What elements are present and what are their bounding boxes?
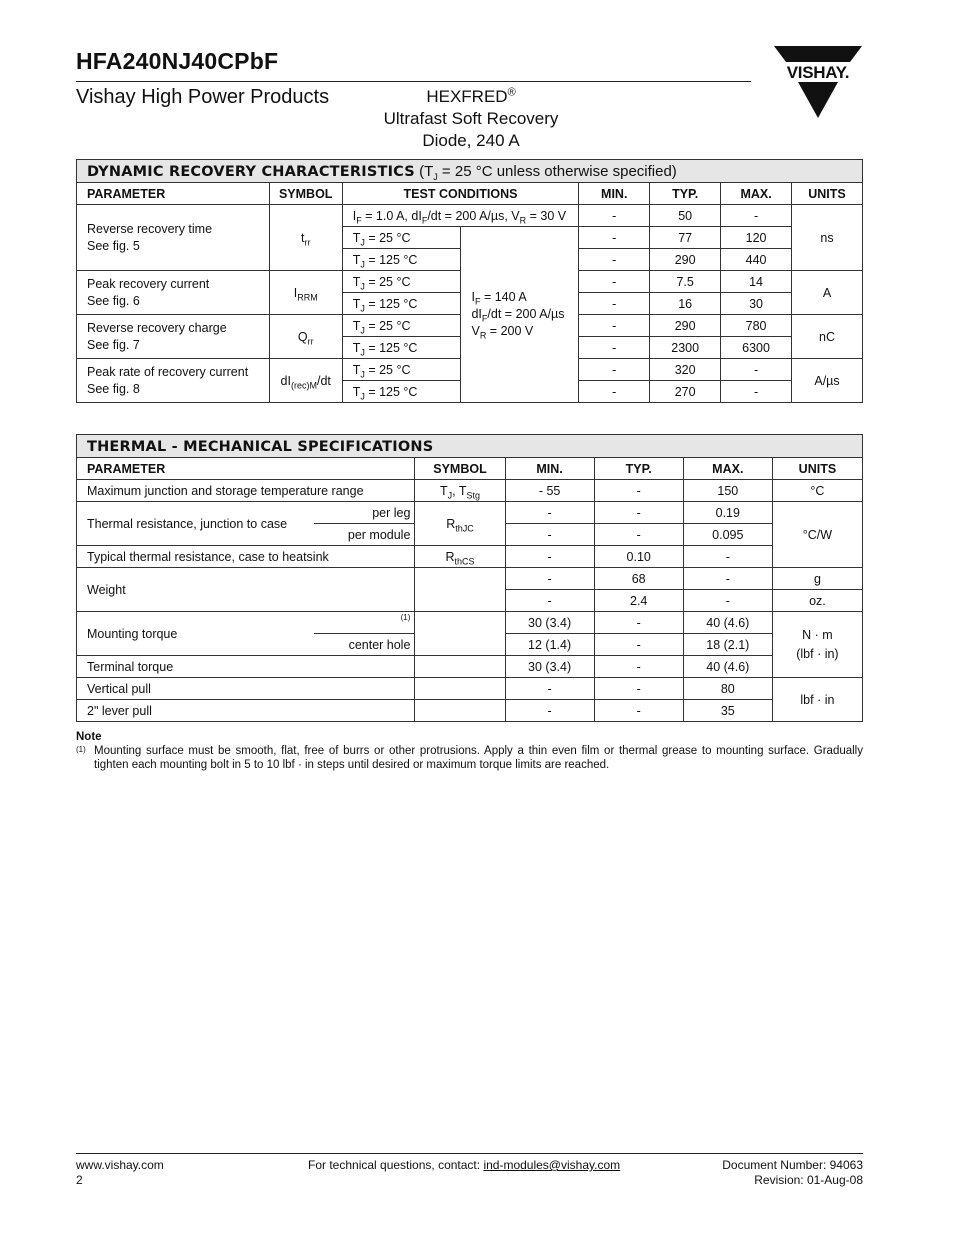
shared-test-conditions: $I_F = 140$ A $dI_F/dt = 200$ A/µs $V_R = 200$ V [461, 227, 579, 403]
cell-max: 150 [683, 480, 772, 502]
footer-page-number: 2 [76, 1173, 83, 1187]
cell-min: - [579, 249, 650, 271]
param-peak-recovery-current: Peak recovery current See fig. 6 [77, 271, 270, 315]
symbol-empty [415, 656, 505, 678]
sub-label-per-module: per module [314, 524, 415, 546]
cell-typ: 320 [650, 359, 721, 381]
cell-max: - [721, 205, 792, 227]
company-name: Vishay High Power Products [76, 86, 330, 108]
vishay-logo [770, 44, 866, 120]
cell-max: 120 [721, 227, 792, 249]
table-row [77, 568, 863, 590]
temp-condition: $T_J = 25$ °C [342, 315, 461, 337]
product-description [360, 86, 582, 152]
cell-min: - [579, 271, 650, 293]
col-header-symbol: SYMBOL [269, 183, 342, 205]
symbol-rthcs: $R_{thCS}$ [415, 546, 505, 568]
symbol-direc: $dI_{(rec)M}/dt$ [269, 359, 342, 403]
cell-unit-torque: N · m (lbf · in) [772, 612, 862, 678]
cell-max: 80 [683, 678, 772, 700]
table-row [77, 612, 863, 634]
footer-rule [76, 1153, 863, 1154]
cell-max: 30 [721, 293, 792, 315]
cell-max: - [721, 381, 792, 403]
cell-typ: - [594, 612, 683, 634]
cell-max: 0.19 [683, 502, 772, 524]
table-row [77, 502, 863, 524]
col-header-units: UNITS [772, 458, 862, 480]
temp-condition: $T_J = 25$ °C [342, 359, 461, 381]
footer-left [76, 1158, 164, 1188]
cell-min: - [505, 590, 594, 612]
cell-min: 30 (3.4) [505, 612, 594, 634]
temp-condition: $T_J = 125$ °C [342, 293, 461, 315]
cell-min: - [579, 337, 650, 359]
cell-typ: - [594, 524, 683, 546]
product-line: HEXFRED® [426, 86, 516, 106]
cell-typ: 50 [650, 205, 721, 227]
table-row [77, 678, 863, 700]
param-terminal-torque: Terminal torque [77, 656, 415, 678]
symbol-empty [415, 568, 505, 612]
test-condition: $I_F = 1.0$ A, $dI_F/dt = 200$ A/µs, $V_R = 30$ V [342, 205, 579, 227]
cell-unit: °C [772, 480, 862, 502]
col-header-symbol: SYMBOL [415, 458, 505, 480]
temp-condition: $T_J = 25$ °C [342, 227, 461, 249]
cell-typ: - [594, 700, 683, 722]
cell-min: - [505, 546, 594, 568]
cell-min: - [505, 678, 594, 700]
symbol-empty [415, 678, 505, 700]
col-header-parameter: PARAMETER [77, 183, 270, 205]
symbol-qrr: $Q_{rr}$ [269, 315, 342, 359]
cell-max: 40 (4.6) [683, 656, 772, 678]
cell-max: - [683, 590, 772, 612]
table-row [77, 480, 863, 502]
cell-typ: 0.10 [594, 546, 683, 568]
cell-max: 18 (2.1) [683, 634, 772, 656]
temp-condition: $T_J = 125$ °C [342, 381, 461, 403]
cell-min: - 55 [505, 480, 594, 502]
symbol-irrm: $I_{RRM}$ [269, 271, 342, 315]
table-row [77, 205, 863, 227]
cell-unit: ns [792, 205, 863, 271]
cell-min: 12 (1.4) [505, 634, 594, 656]
thermal-mechanical-table [76, 434, 863, 722]
temp-condition: $T_J = 125$ °C [342, 337, 461, 359]
footer-website[interactable]: www.vishay.com [76, 1158, 164, 1172]
cell-typ: - [594, 634, 683, 656]
sub-label-per-leg: per leg [314, 502, 415, 524]
col-header-units: UNITS [792, 183, 863, 205]
cell-max: 35 [683, 700, 772, 722]
col-header-max: MAX. [721, 183, 792, 205]
cell-unit: A [792, 271, 863, 315]
cell-unit-pull: lbf · in [772, 678, 862, 722]
cell-typ: 77 [650, 227, 721, 249]
cell-min: - [579, 293, 650, 315]
col-header-parameter: PARAMETER [77, 458, 415, 480]
cell-typ: - [594, 656, 683, 678]
cell-max: 440 [721, 249, 792, 271]
col-header-typ: TYP. [594, 458, 683, 480]
cell-typ: 68 [594, 568, 683, 590]
cell-typ: 16 [650, 293, 721, 315]
header-rule [76, 81, 751, 82]
dynamic-header-row [77, 183, 863, 205]
dynamic-title-condition: ($T_J = 25$ °C unless otherwise specified) [419, 162, 677, 182]
footer-revision: Revision: 01-Aug-08 [754, 1173, 863, 1187]
cell-typ: - [594, 502, 683, 524]
cell-max: 40 (4.6) [683, 612, 772, 634]
cell-min: - [579, 205, 650, 227]
col-header-typ: TYP. [650, 183, 721, 205]
footer-right [663, 1158, 863, 1188]
thermal-header-row [77, 458, 863, 480]
cell-max: - [683, 568, 772, 590]
product-desc-line1: Ultrafast Soft Recovery [383, 109, 559, 128]
cell-min: - [505, 502, 594, 524]
cell-min: - [579, 315, 650, 337]
dynamic-recovery-table [76, 159, 863, 403]
cell-max: 0.095 [683, 524, 772, 546]
cell-min: - [579, 381, 650, 403]
contact-email-link[interactable]: ind-modules@vishay.com [483, 1158, 621, 1172]
footer-contact: For technical questions, contact: ind-modules@vishay.com [308, 1158, 621, 1172]
symbol-empty [415, 700, 505, 722]
col-header-min: MIN. [579, 183, 650, 205]
footnote-marker: (1) [314, 612, 415, 634]
param-reverse-recovery-charge: Reverse recovery charge See fig. 7 [77, 315, 270, 359]
cell-min: - [579, 359, 650, 381]
symbol-tj-tstg: $T_J$, $T_{Stg}$ [415, 480, 505, 502]
cell-typ: 290 [650, 315, 721, 337]
symbol-trr: $t_{rr}$ [269, 205, 342, 271]
symbol-rthjc: $R_{thJC}$ [415, 502, 505, 546]
cell-unit: g [772, 568, 862, 590]
table-row [77, 656, 863, 678]
param-vertical-pull: Vertical pull [77, 678, 415, 700]
sub-label-center-hole: center hole [314, 634, 415, 656]
param-rthcs: Typical thermal resistance, case to heatsink [77, 546, 415, 568]
col-header-min: MIN. [505, 458, 594, 480]
param-rthjc: Thermal resistance, junction to case [77, 502, 314, 546]
cell-max: - [683, 546, 772, 568]
temp-condition: $T_J = 125$ °C [342, 249, 461, 271]
cell-min: - [505, 524, 594, 546]
cell-typ: 270 [650, 381, 721, 403]
cell-unit: nC [792, 315, 863, 359]
product-desc-line2: Diode, 240 A [422, 131, 520, 150]
cell-typ: - [594, 480, 683, 502]
cell-min: - [579, 227, 650, 249]
cell-typ: 2300 [650, 337, 721, 359]
cell-typ: 2.4 [594, 590, 683, 612]
note-section [76, 730, 863, 772]
cell-max: 780 [721, 315, 792, 337]
logo-text: VISHAY. [786, 63, 850, 82]
param-junction-temp: Maximum junction and storage temperature range [77, 480, 415, 502]
footer-doc-number: Document Number: 94063 [722, 1158, 863, 1172]
cell-max: 14 [721, 271, 792, 293]
cell-unit: A/µs [792, 359, 863, 403]
temp-condition: $T_J = 25$ °C [342, 271, 461, 293]
cell-unit: oz. [772, 590, 862, 612]
param-reverse-recovery-time: Reverse recovery time See fig. 5 [77, 205, 270, 271]
note-heading: Note [76, 731, 102, 743]
cell-typ: 290 [650, 249, 721, 271]
col-header-test-conditions: TEST CONDITIONS [342, 183, 579, 205]
param-lever-pull: 2" lever pull [77, 700, 415, 722]
cell-min: 30 (3.4) [505, 656, 594, 678]
cell-typ: 7.5 [650, 271, 721, 293]
col-header-max: MAX. [683, 458, 772, 480]
note-text: (1) Mounting surface must be smooth, flat, free of burrs or other protrusions. Apply a thin even film or thermal grease to mounting surface. Gradually tighten each mounting bolt in 5 to 10 lbf · in steps until desired or maximum torque limits are reached. [76, 745, 863, 771]
cell-min: - [505, 700, 594, 722]
dynamic-table-title: DYNAMIC RECOVERY CHARACTERISTICS ($T_J = 25$ °C unless otherwise specified) [77, 160, 863, 183]
param-peak-rate-recovery-current: Peak rate of recovery current See fig. 8 [77, 359, 270, 403]
cell-max: 6300 [721, 337, 792, 359]
table-row [77, 700, 863, 722]
cell-typ: - [594, 678, 683, 700]
param-weight: Weight [77, 568, 415, 612]
cell-unit: °C/W [772, 502, 862, 568]
cell-min: - [505, 568, 594, 590]
table-row [77, 546, 863, 568]
part-number: HFA240NJ40CPbF [76, 48, 279, 74]
thermal-table-title: THERMAL - MECHANICAL SPECIFICATIONS [77, 435, 863, 458]
cell-max: - [721, 359, 792, 381]
param-mounting-torque: Mounting torque [77, 612, 314, 656]
symbol-empty [415, 612, 505, 656]
